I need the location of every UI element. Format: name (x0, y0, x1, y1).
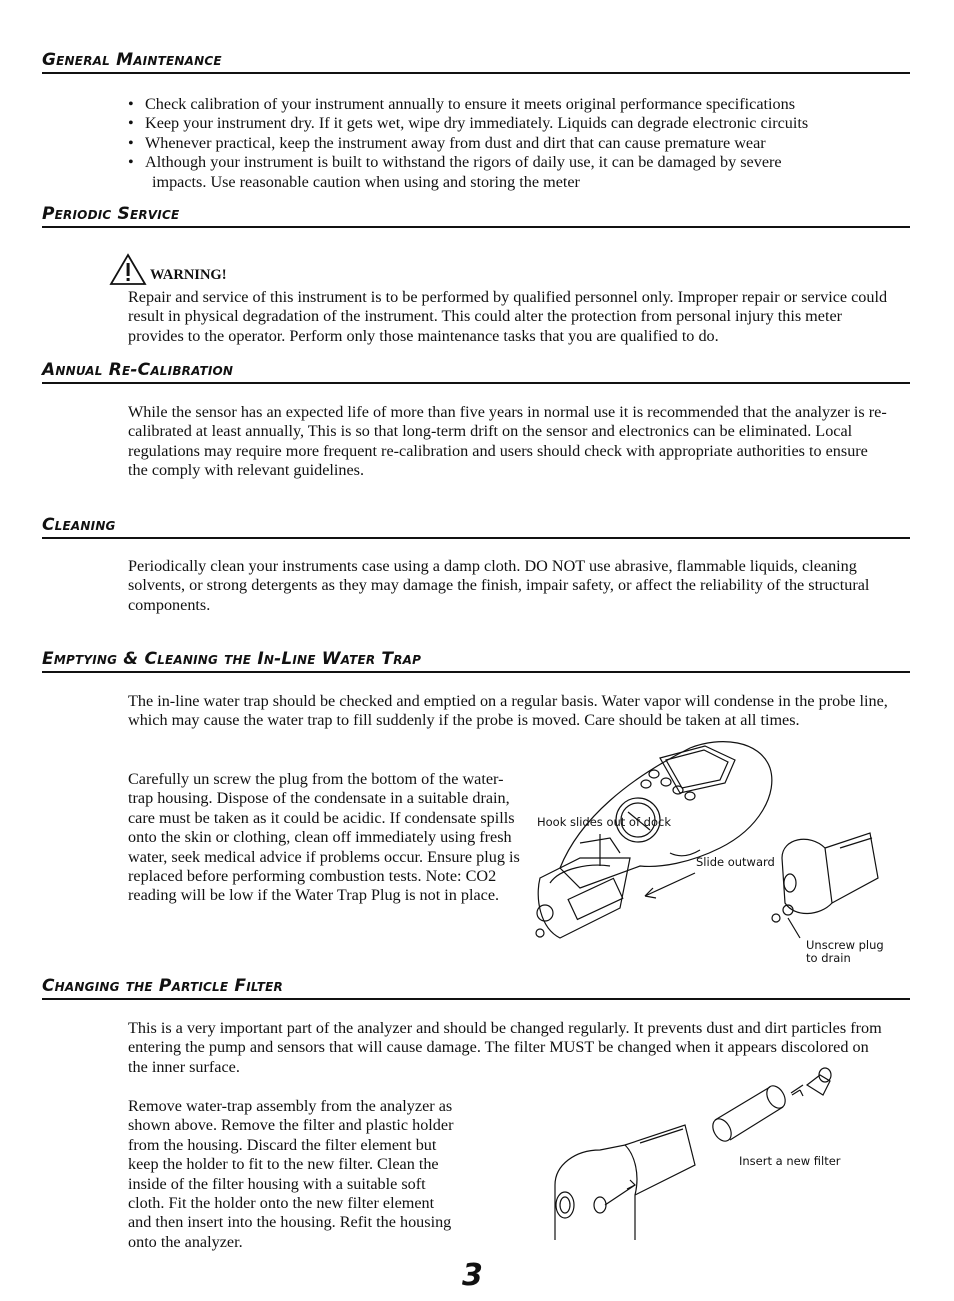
water-trap-text-2: Carefully un screw the plug from the bottom of the water-trap housing. Dispose of the condensate in a suitable drain, care must be taken as it could be acidic. If condensate spills onto the skin or clothing, clean off immediately using fresh water, seek medical advice if problems occur. Ensure plug is replaced before performing combustion tests. Note: CO2 reading will be low if the Water Trap Plug is not in place. (128, 770, 520, 905)
cleaning-text: Periodically clean your instruments case using a damp cloth. DO NOT use abrasive, flammable liquids, cleaning solvents, or strong detergents as they may damage the finish, impair safety, or affect the reliability of the structural components. (128, 557, 870, 614)
bullet-continuation: impacts. Use reasonable caution when using and storing the meter (152, 172, 580, 191)
analyzer-water-trap-illustration (520, 738, 900, 953)
heading-general-maintenance: General Maintenance (42, 50, 910, 74)
page-number: 3 (462, 1258, 483, 1293)
particle-filter-text-1: This is a very important part of the analyzer and should be changed regularly. It prevents dust and dirt particles from entering the pump and sensors that will cause damage. The filter MUST be changed when it appears discolored on the inner surface. (128, 1019, 882, 1076)
warning-triangle-icon (110, 253, 150, 287)
heading-annual-recalibration: Annual Re-Calibration (42, 360, 910, 384)
list-item: • Check calibration of your instrument annually to ensure it meets original performance specifications (128, 95, 795, 113)
warning-text: Repair and service of this instrument is to be performed by qualified personnel only. Improper repair or service could result in physical degradation of the instrument. This could alter the protection from personal injury this meter provides to the operator. Perform only those maintenance tasks that you are qualified to do. (128, 288, 888, 345)
list-item: • Keep your instrument dry. If it gets wet, wipe dry immediately. Liquids can degrade electronic circuits (128, 114, 809, 133)
particle-filter-text-2: Remove water-trap assembly from the analyzer as shown above. Remove the filter and plastic holder from the housing. Discard the filter element but keep the holder to fit to the new filter. Clean the inside of the filter housing with a suitable soft cloth. Fit the holder onto the new filter element and then insert into the housing. Refit the housing onto the analyzer. (128, 1097, 454, 1251)
general-maintenance-list (128, 95, 888, 192)
water-trap-text-1: The in-line water trap should be checked and emptied on a regular basis. Water vapor will condense in the probe line, which may cause the water trap to fill suddenly if the probe is moved. Care should be taken at all times. (128, 692, 888, 730)
caption-hook-slides: Hook slides out of dock (537, 815, 671, 829)
caption-unscrew-plug: Unscrew plug to drain (806, 938, 884, 965)
caption-slide-outward: Slide outward (696, 855, 775, 869)
annual-recalibration-text: While the sensor has an expected life of more than five years in normal use it is recommended that the analyzer is re-calibrated at least annually, This is so that long-term drift on the sensor and electronics can be eliminated. Local regulations may require more frequent re-calibration and users should check with appropriate authorities to ensure the comply with relevant guidelines. (128, 403, 887, 480)
heading-cleaning: Cleaning (42, 515, 910, 539)
caption-insert-filter: Insert a new filter (739, 1154, 841, 1168)
list-item: • Although your instrument is built to withstand the rigors of daily use, it can be damaged by severe impacts. Use reasonable caution when using and storing the meter (128, 153, 888, 192)
heading-periodic-service: Periodic Service (42, 204, 910, 228)
heading-particle-filter: Changing the Particle Filter (42, 976, 910, 1000)
heading-water-trap: Emptying & Cleaning the In-Line Water Trap (42, 649, 910, 673)
filter-replacement-illustration (545, 1065, 845, 1240)
list-item: • Whenever practical, keep the instrument away from dust and dirt that can cause premature wear (128, 133, 766, 152)
warning-label: WARNING! (150, 267, 227, 283)
